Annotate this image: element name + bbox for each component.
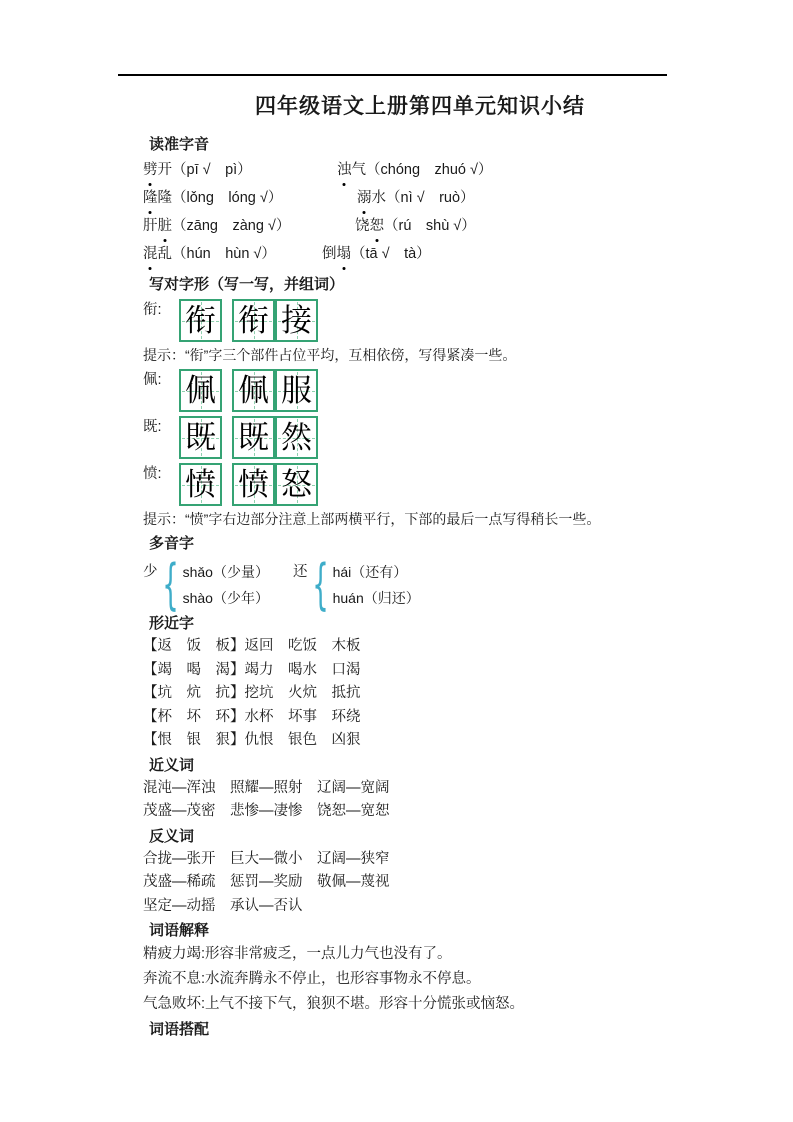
pinyin-row: [143, 212, 677, 240]
polyphonic-readings: [183, 559, 269, 611]
tian-grid: [179, 416, 222, 459]
section-heading-pronunciation: 读准字音: [149, 136, 210, 153]
tian-grid: [179, 299, 222, 342]
similar-chars-line: 【杯 坏 环】水杯 坏事 环绕: [143, 708, 361, 725]
brace-icon: {: [161, 553, 179, 617]
writing-tip-1: 提示：“衔”字三个部件占位平均，互相依傍，写得紧凑一些。: [143, 347, 517, 363]
char-label: 愤:: [143, 466, 162, 482]
handwritten-char: 服: [281, 373, 312, 408]
word-text: 饶: [355, 218, 370, 234]
polyphonic-reading: shǎo（少量）: [182, 564, 269, 580]
char-form-rows-first: [143, 299, 677, 343]
pinyin-entry: [143, 184, 337, 212]
page-title: 四年级语文上册第四单元知识小结: [255, 95, 585, 118]
char-label: 既:: [143, 419, 162, 435]
similar-chars-list: [143, 635, 677, 753]
emphasized-char: 塌: [337, 240, 352, 268]
tian-cell: [179, 416, 222, 459]
pinyin-options: （lǒng lóng √）: [172, 190, 283, 206]
handwritten-char: 佩: [238, 373, 269, 408]
pinyin-options: （pī √ pì）: [172, 162, 252, 178]
antonyms-line: 合拢—张开 巨大—微小 辽阔—狭窄: [143, 850, 390, 867]
handwritten-char: 接: [281, 303, 312, 338]
polyphonic-readings: [333, 559, 420, 611]
pronunciation-list: [143, 156, 677, 268]
char-form-row: [143, 416, 677, 460]
char-label: 衔:: [143, 302, 162, 318]
antonyms-line: 坚定—动摇 承认—否认: [143, 897, 303, 914]
tian-grid: [232, 369, 318, 412]
polyphonic-reading: hái（还有）: [332, 564, 408, 580]
section-heading-char-form: 写对字形（写一写，并组词）: [149, 276, 345, 293]
polyphonic-entry: [293, 553, 420, 617]
tian-cell: [179, 463, 222, 506]
word-text: 倒: [322, 246, 337, 262]
emphasized-char: 恕: [370, 212, 385, 240]
tian-cell: [179, 369, 222, 412]
writing-tip-2: 提示：“愤”字右边部分注意上部两横平行，下部的最后一点写得稍长一些。: [143, 511, 601, 527]
pinyin-row: [143, 240, 677, 268]
similar-chars-line: 【恨 银 狠】仇恨 银色 凶狠: [143, 732, 361, 748]
definition-line: 气急败坏:上气不接下气，狼狈不堪。形容十分慌张或恼怒。: [143, 996, 525, 1012]
brace-icon: {: [311, 553, 329, 617]
emphasized-char: 混: [143, 240, 158, 268]
pinyin-options: （zāng zàng √）: [172, 218, 291, 234]
tian-grid: [179, 463, 222, 506]
section-heading-collocation: 词语搭配: [149, 1021, 210, 1038]
header-rule: [118, 74, 667, 76]
section-heading-synonyms: 近义词: [149, 756, 195, 774]
polyphonic-char: 少: [143, 564, 158, 580]
pinyin-row: [143, 184, 677, 212]
definition-line: 精疲力竭:形容非常疲乏，一点儿力气也没有了。: [143, 946, 452, 962]
tian-cell: [275, 299, 318, 342]
handwritten-char: 然: [281, 420, 312, 455]
pinyin-options: （tā √ tà）: [351, 246, 431, 262]
pinyin-entry: [143, 212, 337, 240]
tian-cell: [232, 463, 275, 506]
polyphonic-entry: [143, 553, 293, 617]
handwritten-char: 衔: [238, 303, 269, 338]
section-heading-antonyms: 反义词: [149, 827, 195, 845]
polyphonic-list: [143, 553, 677, 617]
synonyms-line: 混沌—浑浊 照耀—照射 辽阔—宽阔: [143, 779, 390, 796]
antonyms-line: 茂盛—稀疏 惩罚—奖励 敬佩—蔑视: [143, 874, 390, 890]
word-text: 肝: [143, 218, 158, 234]
word-text: 乱: [157, 246, 172, 262]
word-text: 隆: [157, 190, 172, 206]
handwritten-char: 愤: [238, 467, 269, 502]
pinyin-entry: [357, 184, 475, 212]
synonyms-list: [143, 777, 677, 824]
tian-cell: [232, 299, 275, 342]
similar-chars-line: 【坑 炕 抗】挖坑 火炕 抵抗: [143, 685, 361, 701]
handwritten-char: 佩: [185, 373, 216, 408]
tian-grid: [232, 463, 318, 506]
emphasized-char: 劈: [143, 156, 158, 184]
char-form-row: [143, 299, 677, 343]
emphasized-char: 溺: [357, 184, 372, 212]
polyphonic-char: 还: [293, 564, 308, 580]
word-text: 气: [351, 162, 366, 178]
emphasized-char: 浊: [337, 156, 352, 184]
pinyin-entry: [355, 212, 476, 240]
polyphonic-reading: shào（少年）: [182, 590, 269, 606]
pinyin-entry: [322, 240, 431, 268]
similar-chars-line: 【竭 喝 渴】竭力 喝水 口渴: [143, 661, 361, 678]
handwritten-char: 既: [185, 420, 216, 455]
pinyin-options: （hún hùn √）: [172, 246, 276, 262]
antonyms-list: [143, 848, 677, 919]
pinyin-entry: [337, 156, 492, 184]
handwritten-char: 怒: [281, 467, 312, 502]
tian-grid: [179, 369, 222, 412]
tian-cell: [232, 369, 275, 412]
polyphonic-reading: huán（归还）: [332, 590, 420, 606]
handwritten-char: 衔: [185, 303, 216, 338]
tian-cell: [275, 416, 318, 459]
similar-chars-line: 【返 饭 板】返回 吃饭 木板: [143, 638, 361, 654]
char-label: 佩:: [143, 372, 162, 388]
pinyin-options: （rú shù √）: [384, 218, 476, 234]
handwritten-char: 愤: [185, 467, 216, 502]
tian-cell: [179, 299, 222, 342]
tian-cell: [275, 369, 318, 412]
section-heading-similar-chars: 形近字: [149, 615, 195, 632]
char-form-rows-rest: [143, 369, 677, 507]
tian-cell: [275, 463, 318, 506]
tian-grid: [232, 299, 318, 342]
section-heading-polyphonic: 多音字: [149, 535, 195, 552]
pinyin-entry: [143, 240, 337, 268]
definitions-list: [143, 942, 677, 1017]
synonyms-line: 茂盛—茂密 悲惨—凄惨 饶恕—宽恕: [143, 803, 390, 819]
pinyin-options: （chóng zhuó √）: [366, 162, 493, 178]
section-heading-definitions: 词语解释: [149, 922, 210, 939]
word-text: 开: [157, 162, 172, 178]
handwritten-char: 既: [238, 420, 269, 455]
emphasized-char: 隆: [143, 184, 158, 212]
tian-cell: [232, 416, 275, 459]
char-form-row: [143, 463, 677, 507]
definition-line: 奔流不息:水流奔腾永不停止，也形容事物永不停息。: [143, 971, 481, 987]
emphasized-char: 脏: [158, 212, 173, 240]
tian-grid: [232, 416, 318, 459]
pinyin-row: [143, 156, 677, 184]
pinyin-options: （nì √ ruò）: [386, 190, 475, 206]
char-form-row: [143, 369, 677, 413]
word-text: 水: [371, 190, 386, 206]
pinyin-entry: [143, 156, 337, 184]
document-content: [143, 84, 677, 1041]
